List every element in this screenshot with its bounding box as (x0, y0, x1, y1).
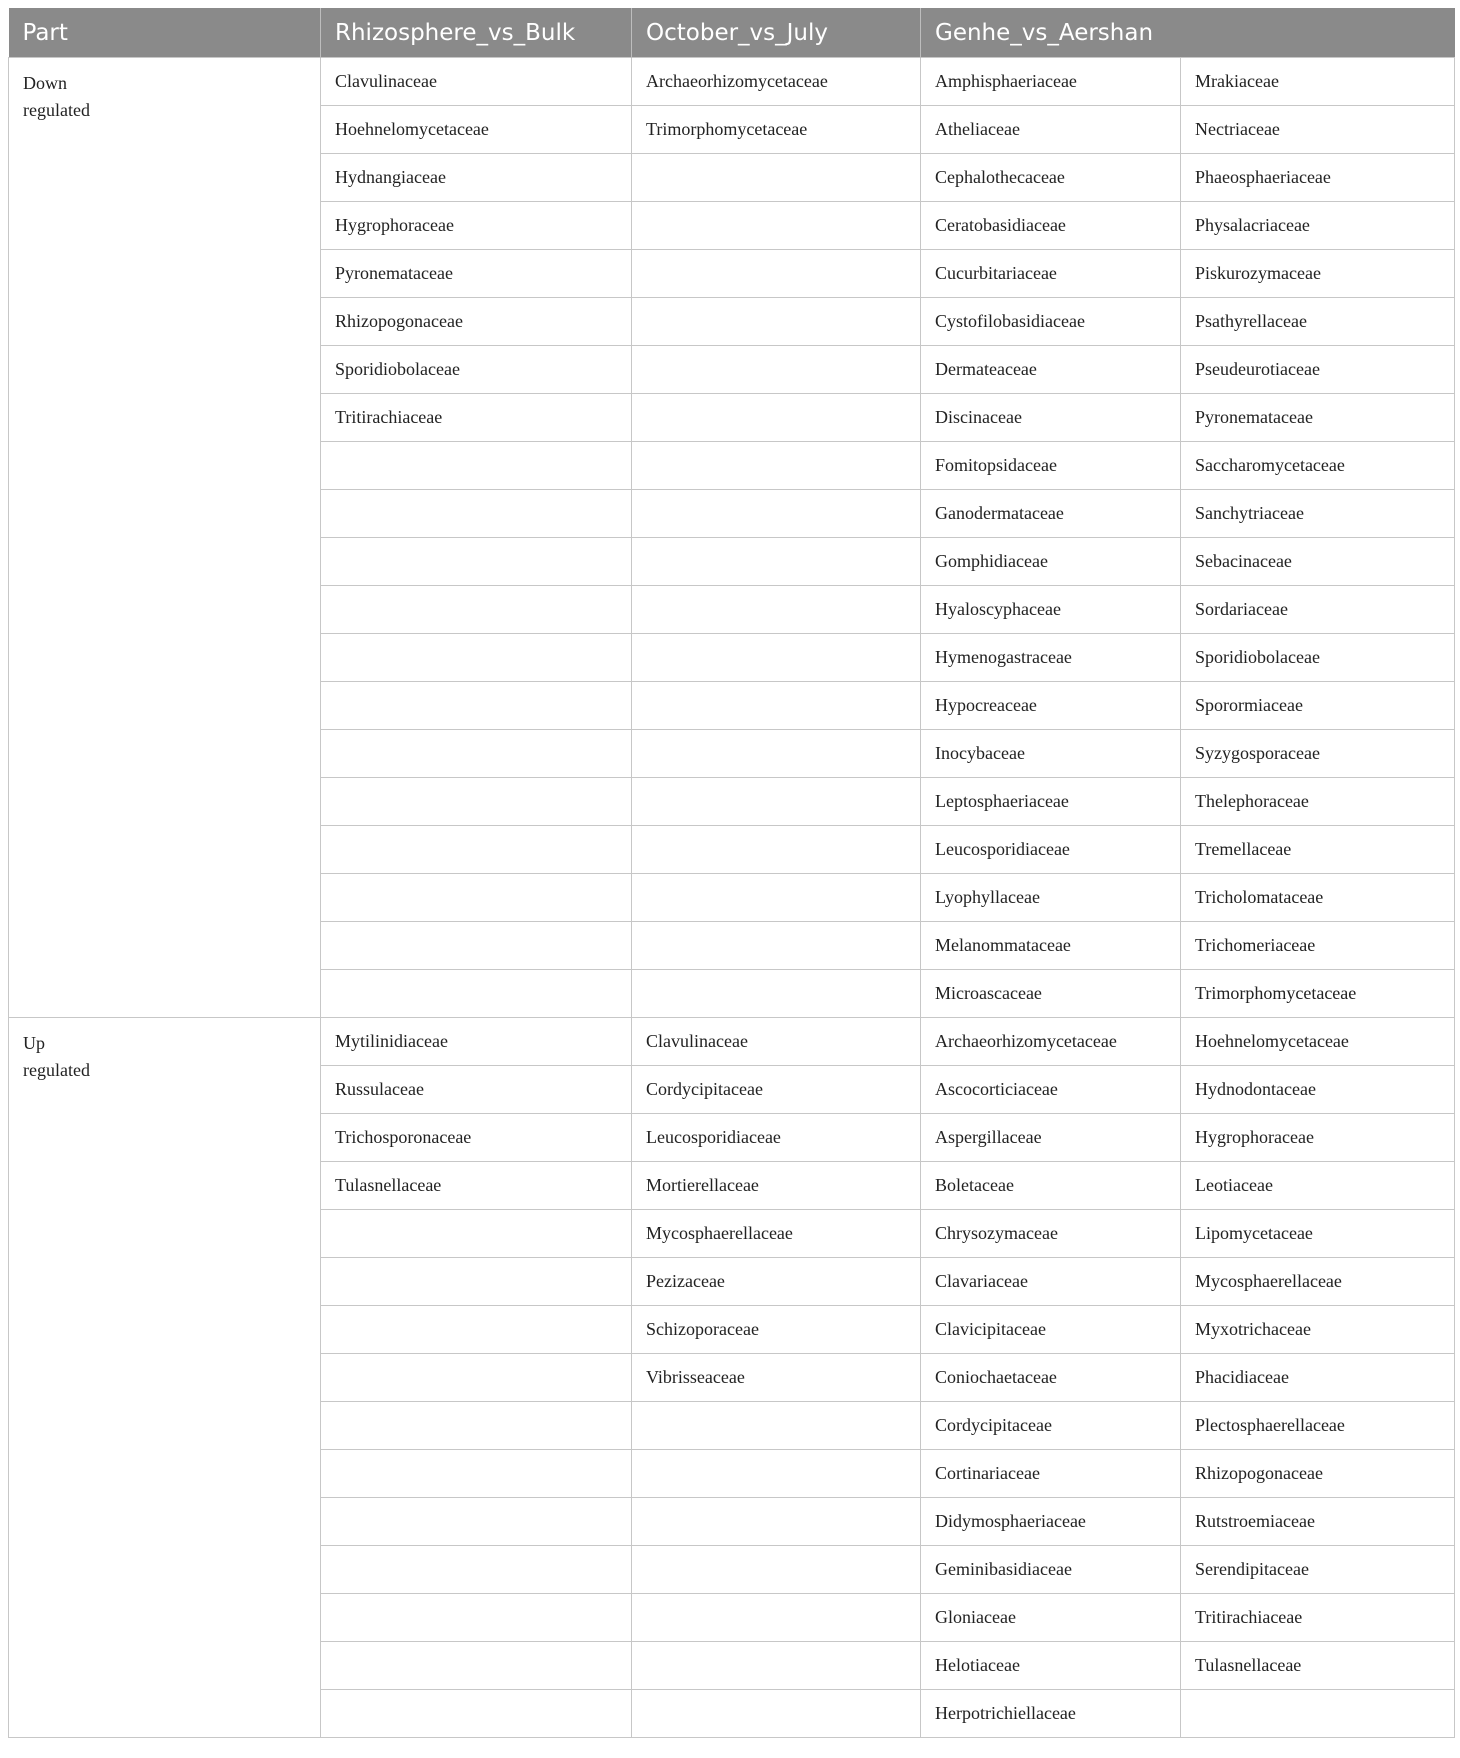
family-cell (1181, 1690, 1455, 1738)
family-cell: Lipomycetaceae (1181, 1210, 1455, 1258)
family-cell: Mytilinidiaceae (321, 1018, 632, 1066)
family-cell: Ascocorticiaceae (921, 1066, 1181, 1114)
family-cell: Physalacriaceae (1181, 202, 1455, 250)
family-cell: Helotiaceae (921, 1642, 1181, 1690)
family-cell: Mycosphaerellaceae (632, 1210, 921, 1258)
family-cell: Hygrophoraceae (321, 202, 632, 250)
family-cell: Amphisphaeriaceae (921, 58, 1181, 106)
family-cell: Herpotrichiellaceae (921, 1690, 1181, 1738)
family-cell: Tremellaceae (1181, 826, 1455, 874)
family-cell: Cordycipitaceae (632, 1066, 921, 1114)
table-body (9, 58, 1455, 1738)
family-cell: Cystofilobasidiaceae (921, 298, 1181, 346)
family-cell (632, 442, 921, 490)
family-cell (321, 586, 632, 634)
part-label-line1: Down (23, 73, 67, 93)
family-cell: Archaeorhizomycetaceae (632, 58, 921, 106)
family-cell (321, 1498, 632, 1546)
family-cell: Psathyrellaceae (1181, 298, 1455, 346)
family-cell (321, 1354, 632, 1402)
family-cell: Saccharomycetaceae (1181, 442, 1455, 490)
family-cell: Hyaloscyphaceae (921, 586, 1181, 634)
family-cell (632, 1450, 921, 1498)
family-cell (632, 1594, 921, 1642)
family-cell: Ganodermataceae (921, 490, 1181, 538)
family-cell: Tulasnellaceae (321, 1162, 632, 1210)
family-cell: Clavariaceae (921, 1258, 1181, 1306)
family-cell: Geminibasidiaceae (921, 1546, 1181, 1594)
family-cell (321, 1450, 632, 1498)
family-cell: Serendipitaceae (1181, 1546, 1455, 1594)
family-cell: Rhizopogonaceae (1181, 1450, 1455, 1498)
family-cell: Hoehnelomycetaceae (321, 106, 632, 154)
family-cell (632, 490, 921, 538)
family-cell (321, 1594, 632, 1642)
family-cell: Chrysozymaceae (921, 1210, 1181, 1258)
family-cell (632, 1642, 921, 1690)
family-cell (632, 1498, 921, 1546)
family-cell (632, 538, 921, 586)
family-cell: Tricholomataceae (1181, 874, 1455, 922)
family-cell: Pseudeurotiaceae (1181, 346, 1455, 394)
family-cell: Cortinariaceae (921, 1450, 1181, 1498)
family-cell: Nectriaceae (1181, 106, 1455, 154)
family-cell: Microascaceae (921, 970, 1181, 1018)
family-cell: Trichosporonaceae (321, 1114, 632, 1162)
family-cell (321, 1642, 632, 1690)
family-cell: Rhizopogonaceae (321, 298, 632, 346)
part-label-line1: Up (23, 1033, 45, 1053)
family-cell (632, 394, 921, 442)
family-cell: Mrakiaceae (1181, 58, 1455, 106)
family-cell: Leucosporidiaceae (632, 1114, 921, 1162)
family-cell (632, 778, 921, 826)
family-cell (632, 1546, 921, 1594)
family-cell: Vibrisseaceae (632, 1354, 921, 1402)
family-cell: Cordycipitaceae (921, 1402, 1181, 1450)
fungal-family-table (8, 8, 1455, 1738)
family-cell: Syzygosporaceae (1181, 730, 1455, 778)
family-cell: Sanchytriaceae (1181, 490, 1455, 538)
table-row (9, 58, 1455, 106)
family-cell (632, 730, 921, 778)
family-cell (321, 778, 632, 826)
table-row (9, 1018, 1455, 1066)
family-cell: Atheliaceae (921, 106, 1181, 154)
family-cell: Clavicipitaceae (921, 1306, 1181, 1354)
family-cell: Plectosphaerellaceae (1181, 1402, 1455, 1450)
family-cell: Boletaceae (921, 1162, 1181, 1210)
family-cell: Pyronemataceae (321, 250, 632, 298)
family-cell: Tulasnellaceae (1181, 1642, 1455, 1690)
family-cell: Pyronemataceae (1181, 394, 1455, 442)
family-cell: Leucosporidiaceae (921, 826, 1181, 874)
family-cell (321, 682, 632, 730)
family-cell (321, 1210, 632, 1258)
family-cell: Gloniaceae (921, 1594, 1181, 1642)
family-cell: Trichomeriaceae (1181, 922, 1455, 970)
family-cell: Sordariaceae (1181, 586, 1455, 634)
header-genhe-vs-aershan: Genhe_vs_Aershan (921, 8, 1455, 58)
family-cell (321, 970, 632, 1018)
family-cell: Leotiaceae (1181, 1162, 1455, 1210)
family-cell (632, 202, 921, 250)
family-cell: Piskurozymaceae (1181, 250, 1455, 298)
family-cell: Sporormiaceae (1181, 682, 1455, 730)
family-cell: Clavulinaceae (632, 1018, 921, 1066)
family-cell: Melanommataceae (921, 922, 1181, 970)
family-cell: Hoehnelomycetaceae (1181, 1018, 1455, 1066)
family-cell: Inocybaceae (921, 730, 1181, 778)
family-cell (632, 154, 921, 202)
family-cell (632, 874, 921, 922)
family-cell: Trimorphomycetaceae (632, 106, 921, 154)
table-container (8, 8, 1455, 1738)
family-cell (321, 634, 632, 682)
family-cell: Sporidiobolaceae (1181, 634, 1455, 682)
family-cell: Mortierellaceae (632, 1162, 921, 1210)
family-cell (321, 922, 632, 970)
family-cell: Schizoporaceae (632, 1306, 921, 1354)
family-cell (321, 826, 632, 874)
header-part: Part (9, 8, 321, 58)
family-cell (632, 586, 921, 634)
family-cell: Hygrophoraceae (1181, 1114, 1455, 1162)
family-cell: Thelephoraceae (1181, 778, 1455, 826)
part-label-cell (9, 1018, 321, 1738)
family-cell (632, 682, 921, 730)
family-cell: Coniochaetaceae (921, 1354, 1181, 1402)
part-label-line2: regulated (23, 1060, 90, 1080)
family-cell (632, 1690, 921, 1738)
family-cell: Tritirachiaceae (1181, 1594, 1455, 1642)
family-cell: Phaeosphaeriaceae (1181, 154, 1455, 202)
family-cell: Hymenogastraceae (921, 634, 1181, 682)
header-rhizosphere-vs-bulk: Rhizosphere_vs_Bulk (321, 8, 632, 58)
family-cell (321, 1546, 632, 1594)
family-cell: Myxotrichaceae (1181, 1306, 1455, 1354)
family-cell: Fomitopsidaceae (921, 442, 1181, 490)
family-cell: Rutstroemiaceae (1181, 1498, 1455, 1546)
family-cell (321, 730, 632, 778)
family-cell: Lyophyllaceae (921, 874, 1181, 922)
family-cell (321, 1306, 632, 1354)
family-cell (632, 250, 921, 298)
family-cell: Ceratobasidiaceae (921, 202, 1181, 250)
family-cell: Russulaceae (321, 1066, 632, 1114)
family-cell: Dermateaceae (921, 346, 1181, 394)
part-label-line2: regulated (23, 100, 90, 120)
family-cell: Didymosphaeriaceae (921, 1498, 1181, 1546)
family-cell (632, 298, 921, 346)
family-cell (321, 442, 632, 490)
family-cell: Trimorphomycetaceae (1181, 970, 1455, 1018)
family-cell: Hypocreaceae (921, 682, 1181, 730)
family-cell: Phacidiaceae (1181, 1354, 1455, 1402)
family-cell: Aspergillaceae (921, 1114, 1181, 1162)
family-cell: Hydnangiaceae (321, 154, 632, 202)
family-cell: Hydnodontaceae (1181, 1066, 1455, 1114)
family-cell: Tritirachiaceae (321, 394, 632, 442)
family-cell (321, 1690, 632, 1738)
family-cell (632, 970, 921, 1018)
family-cell: Clavulinaceae (321, 58, 632, 106)
family-cell: Archaeorhizomycetaceae (921, 1018, 1181, 1066)
family-cell (632, 826, 921, 874)
family-cell (321, 538, 632, 586)
family-cell (321, 490, 632, 538)
family-cell (632, 1402, 921, 1450)
family-cell: Discinaceae (921, 394, 1181, 442)
family-cell (632, 346, 921, 394)
header-row (9, 8, 1455, 58)
part-label-cell (9, 58, 321, 1018)
family-cell (321, 1258, 632, 1306)
family-cell: Sporidiobolaceae (321, 346, 632, 394)
family-cell: Cucurbitariaceae (921, 250, 1181, 298)
header-october-vs-july: October_vs_July (632, 8, 921, 58)
family-cell (321, 1402, 632, 1450)
family-cell (321, 874, 632, 922)
family-cell: Gomphidiaceae (921, 538, 1181, 586)
family-cell: Leptosphaeriaceae (921, 778, 1181, 826)
family-cell: Sebacinaceae (1181, 538, 1455, 586)
family-cell: Mycosphaerellaceae (1181, 1258, 1455, 1306)
family-cell (632, 922, 921, 970)
family-cell (632, 634, 921, 682)
family-cell: Pezizaceae (632, 1258, 921, 1306)
family-cell: Cephalothecaceae (921, 154, 1181, 202)
